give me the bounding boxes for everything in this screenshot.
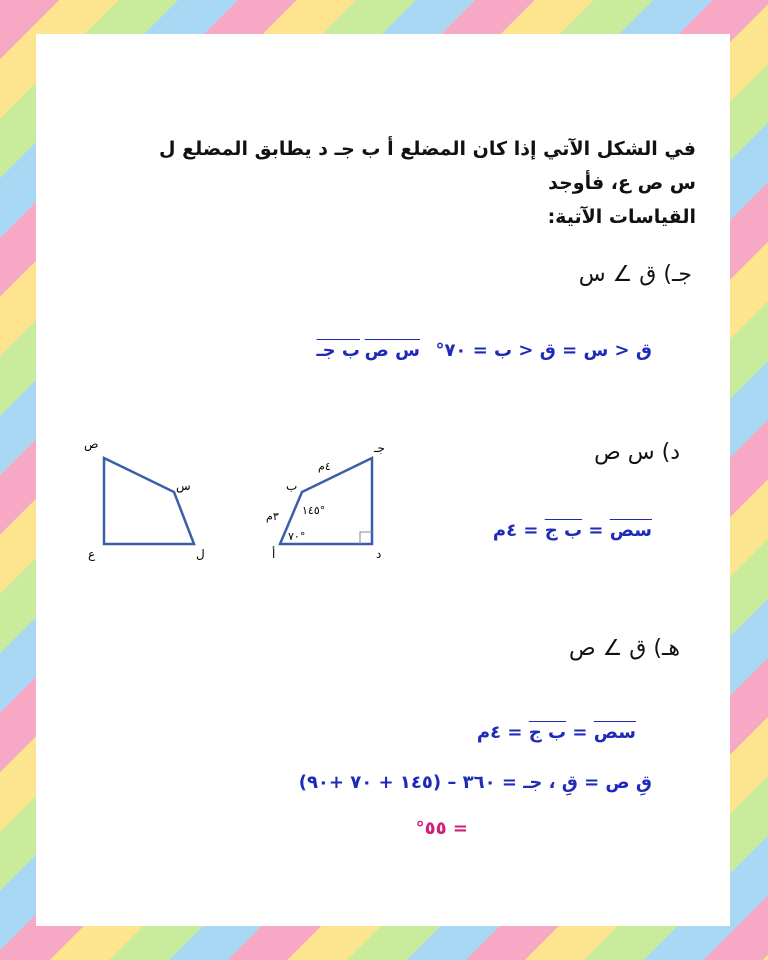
part-e-segment-2: ب ج bbox=[528, 722, 567, 743]
vertex-sin-label: س bbox=[176, 479, 191, 493]
part-d-label: د) س ص bbox=[594, 440, 680, 465]
part-e-value: ٤م bbox=[476, 722, 502, 743]
part-e-answer-1 bbox=[477, 722, 636, 743]
part-d-equals-2: = bbox=[523, 520, 539, 541]
polygon-lsas bbox=[104, 458, 194, 544]
vertex-jeem-label: جـ bbox=[374, 441, 385, 455]
angle-a-label: ٧٠° bbox=[288, 530, 306, 543]
part-e-label: هـ) ق ∠ ص bbox=[569, 636, 680, 661]
part-e-equals-1: = bbox=[572, 722, 588, 743]
vertex-dal-label: د bbox=[376, 547, 382, 561]
vertex-lam-label: ل bbox=[196, 547, 205, 561]
part-d-equals-1: = bbox=[588, 520, 604, 541]
side-bj-label: ٤م bbox=[318, 460, 331, 473]
part-e-equals-2: = bbox=[507, 722, 523, 743]
vertex-ain-label: ع bbox=[88, 547, 96, 561]
part-c-label: جـ) ق ∠ س bbox=[578, 262, 692, 287]
vertex-ba-label: ب bbox=[286, 479, 298, 493]
part-d-segment-1: سص bbox=[609, 520, 652, 541]
question-line-2: القياسات الآتية: bbox=[547, 206, 696, 228]
question-text bbox=[136, 132, 696, 234]
vertex-sad-label: ص bbox=[84, 437, 99, 451]
part-d-value: ٤م bbox=[492, 520, 518, 541]
vertex-alef-label: أ bbox=[272, 547, 276, 561]
part-d-answer bbox=[493, 520, 652, 541]
question-line-1: في الشكل الآتي إذا كان المضلع أ ب جـ د يطابق المضلع ل س ص ع، فأوجد bbox=[159, 138, 696, 194]
part-c-answer: ق < س = ق < ب = ٧٠° bbox=[435, 340, 652, 361]
part-c-segment-2: ب جـ bbox=[316, 340, 360, 361]
side-ab-label: ٣م bbox=[266, 510, 279, 523]
part-e-result: = ٥٥° bbox=[415, 818, 468, 839]
part-d-segment-2: ب ج bbox=[544, 520, 583, 541]
worksheet-card bbox=[36, 34, 730, 926]
part-c-segment-1: س ص bbox=[364, 340, 420, 361]
angle-b-label: ١٤٥° bbox=[302, 504, 326, 517]
congruent-polygons-figure bbox=[76, 434, 406, 574]
part-e-segment-1: سص bbox=[593, 722, 636, 743]
part-e-calculation: قِ ص = قِ ، جـ = ٣٦٠ – (١٤٥ + ٧٠ +٩٠) bbox=[298, 772, 652, 793]
